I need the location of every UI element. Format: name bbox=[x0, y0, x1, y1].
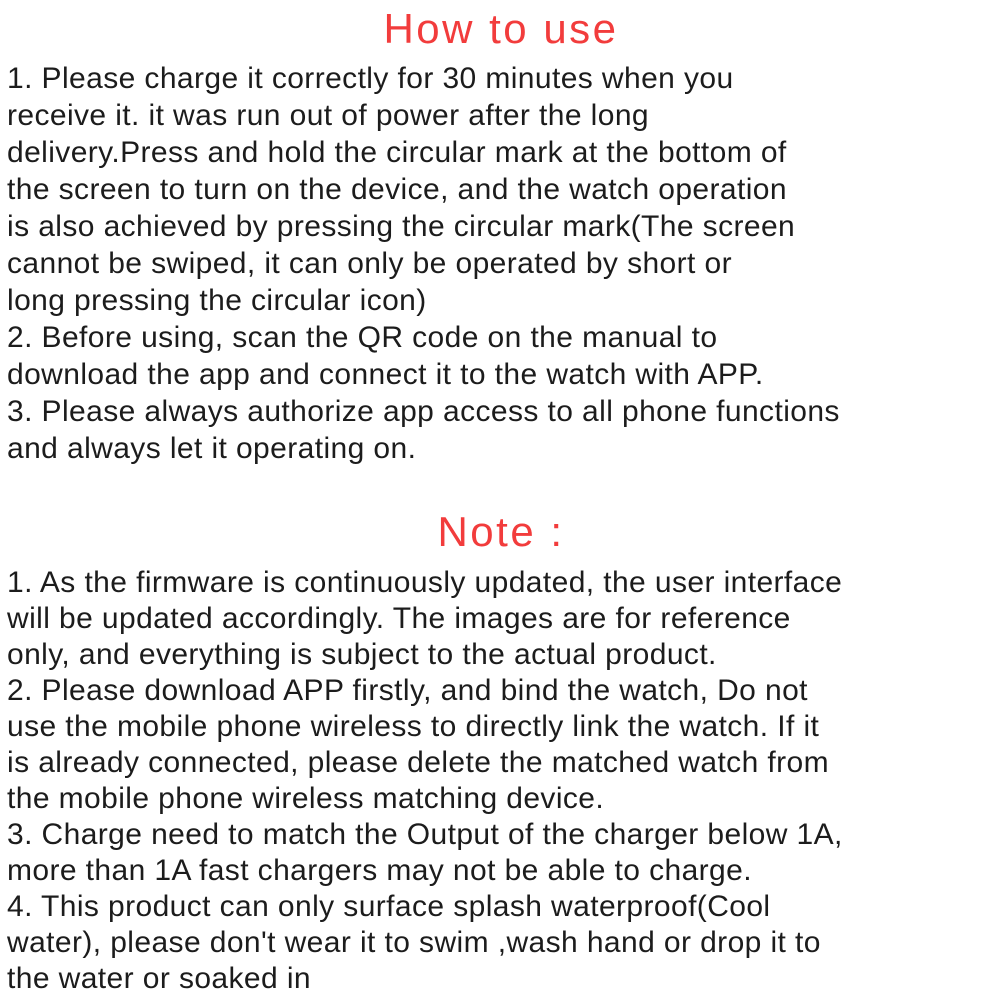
text-line: the screen to turn on the device, and the watch operation bbox=[7, 173, 787, 206]
text-line: download the app and connect it to the watch with APP. bbox=[7, 358, 764, 391]
text-line: the mobile phone wireless matching device. bbox=[7, 782, 605, 815]
text-line: only, and everything is subject to the actual product. bbox=[7, 638, 717, 671]
text-line: delivery.Press and hold the circular mark at the bottom of bbox=[7, 136, 787, 169]
text-line: 1. As the firmware is continuously updated, the user interface bbox=[7, 566, 843, 599]
text-line: use the mobile phone wireless to directly link the watch. If it bbox=[7, 710, 820, 743]
text-line: and always let it operating on. bbox=[7, 432, 417, 465]
text-line: more than 1A fast chargers may not be able to charge. bbox=[7, 854, 752, 887]
how-to-use-heading: How to use bbox=[383, 5, 619, 52]
text-line: long pressing the circular icon) bbox=[7, 284, 427, 317]
note-heading: Note : bbox=[437, 508, 565, 555]
text-line: receive it. it was run out of power after the long bbox=[7, 99, 649, 132]
text-line: water), please don't wear it to swim ,wash hand or drop it to bbox=[7, 926, 821, 959]
text-line: will be updated accordingly. The images are for reference bbox=[7, 602, 791, 635]
note-section bbox=[7, 507, 995, 997]
text-line: is also achieved by pressing the circular mark(The screen bbox=[7, 210, 796, 243]
how-to-use-section bbox=[7, 4, 995, 467]
text-line: 2. Please download APP firstly, and bind the watch, Do not bbox=[7, 674, 808, 707]
text-line: 3. Please always authorize app access to all phone functions bbox=[7, 395, 840, 428]
how-to-use-text bbox=[7, 60, 995, 467]
note-text bbox=[7, 565, 995, 997]
text-line: cannot be swiped, it can only be operated by short or bbox=[7, 247, 732, 280]
text-line: 1. Please charge it correctly for 30 minutes when you bbox=[7, 62, 734, 95]
text-line: 3. Charge need to match the Output of the charger below 1A, bbox=[7, 818, 843, 851]
text-line: the water or soaked in bbox=[7, 962, 311, 995]
text-line: 4. This product can only surface splash waterproof(Cool bbox=[7, 890, 771, 923]
text-line: is already connected, please delete the matched watch from bbox=[7, 746, 829, 779]
text-line: 2. Before using, scan the QR code on the manual to bbox=[7, 321, 718, 354]
